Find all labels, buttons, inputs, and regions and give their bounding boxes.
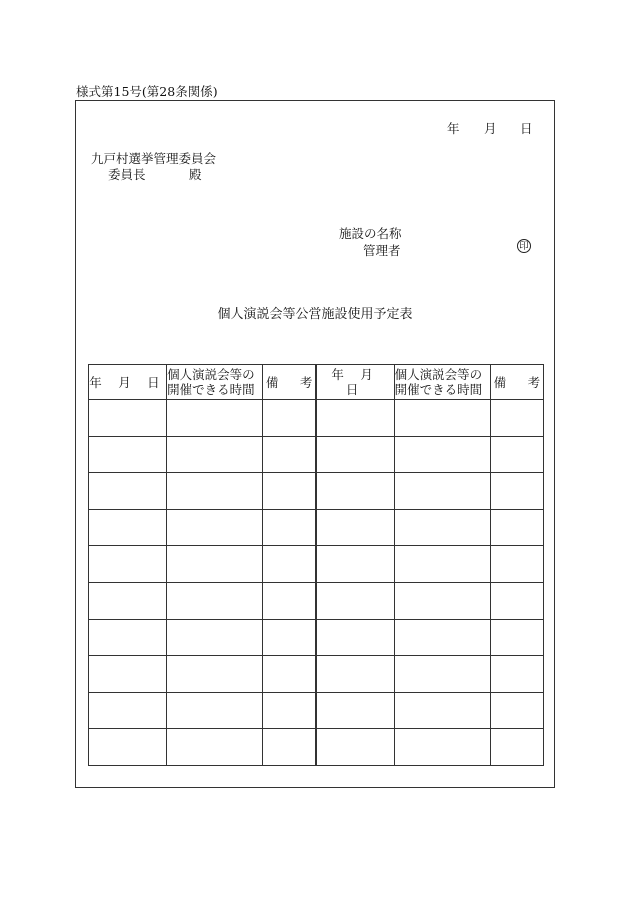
table-cell xyxy=(316,582,394,619)
addressee-organization: 九戸村選挙管理委員会 xyxy=(91,151,217,166)
table-cell xyxy=(89,656,167,693)
date-month-label: 月 xyxy=(484,121,497,136)
table-cell xyxy=(263,509,316,546)
manager-label: 管理者 xyxy=(363,243,401,258)
table-cell xyxy=(89,546,167,583)
header-meeting-time-line2: 開催できる時間 xyxy=(167,382,255,397)
table-row xyxy=(89,582,544,619)
header-meeting-time xyxy=(394,365,490,400)
table-cell xyxy=(89,473,167,510)
table-header-row xyxy=(89,365,544,400)
header-meeting-time-line2: 開催できる時間 xyxy=(394,382,483,397)
table-cell xyxy=(490,473,543,510)
table-row xyxy=(89,436,544,473)
table-cell xyxy=(394,400,490,437)
table-cell xyxy=(263,692,316,729)
header-date: 年 月 日 xyxy=(89,365,167,400)
table-cell xyxy=(394,436,490,473)
header-remarks: 備 考 xyxy=(263,365,316,400)
table-cell xyxy=(167,509,263,546)
seal-mark-icon: 印 xyxy=(517,239,531,253)
table-row xyxy=(89,729,544,766)
table-cell xyxy=(490,400,543,437)
document-title: 個人演説会等公営施設使用予定表 xyxy=(217,307,413,322)
table-cell xyxy=(316,729,394,766)
table-cell xyxy=(167,473,263,510)
table-cell xyxy=(316,473,394,510)
table-cell xyxy=(167,582,263,619)
table-row xyxy=(89,546,544,583)
table-cell xyxy=(316,692,394,729)
header-date: 年 月 日 xyxy=(316,365,394,400)
table-cell xyxy=(167,619,263,656)
table-cell xyxy=(316,546,394,583)
table-cell xyxy=(89,400,167,437)
table-cell xyxy=(263,582,316,619)
table-cell xyxy=(89,619,167,656)
date-year-label: 年 xyxy=(447,121,460,136)
table-cell xyxy=(394,509,490,546)
table-cell xyxy=(263,729,316,766)
table-cell xyxy=(394,619,490,656)
header-meeting-time-line1: 個人演説会等の xyxy=(394,367,483,382)
table-cell xyxy=(394,473,490,510)
date-day-label: 日 xyxy=(520,121,533,136)
table-cell xyxy=(394,692,490,729)
table-cell xyxy=(263,436,316,473)
table-cell xyxy=(316,509,394,546)
table-row xyxy=(89,692,544,729)
table-cell xyxy=(263,619,316,656)
table-row xyxy=(89,509,544,546)
table-cell xyxy=(263,656,316,693)
table-cell xyxy=(394,656,490,693)
table-cell xyxy=(89,436,167,473)
table-row xyxy=(89,656,544,693)
table-cell xyxy=(316,436,394,473)
form-frame xyxy=(75,100,555,788)
table-cell xyxy=(263,400,316,437)
table-cell xyxy=(167,729,263,766)
table-row xyxy=(89,619,544,656)
table-cell xyxy=(490,582,543,619)
table-cell xyxy=(490,692,543,729)
table-cell xyxy=(394,729,490,766)
header-meeting-time-line1: 個人演説会等の xyxy=(167,367,255,382)
table-cell xyxy=(490,436,543,473)
table-cell xyxy=(490,546,543,583)
header-remarks: 備 考 xyxy=(490,365,543,400)
table-cell xyxy=(490,509,543,546)
table-cell xyxy=(167,436,263,473)
table-cell xyxy=(167,546,263,583)
table-cell xyxy=(263,473,316,510)
table-cell xyxy=(89,729,167,766)
table-row xyxy=(89,473,544,510)
table-cell xyxy=(167,692,263,729)
table-cell xyxy=(316,400,394,437)
schedule-table xyxy=(88,364,544,766)
form-number-label: 様式第15号(第28条関係) xyxy=(76,84,218,99)
table-cell xyxy=(490,729,543,766)
table-cell xyxy=(89,692,167,729)
header-meeting-time xyxy=(167,365,263,400)
schedule-table-body xyxy=(89,400,544,766)
table-cell xyxy=(167,656,263,693)
table-cell xyxy=(316,619,394,656)
addressee-title: 委員長 xyxy=(108,167,146,182)
table-cell xyxy=(490,619,543,656)
table-cell xyxy=(490,656,543,693)
table-cell xyxy=(263,546,316,583)
table-cell xyxy=(316,656,394,693)
facility-name-label: 施設の名称 xyxy=(339,226,402,241)
table-row xyxy=(89,400,544,437)
table-cell xyxy=(167,400,263,437)
table-cell xyxy=(394,582,490,619)
table-cell xyxy=(89,509,167,546)
addressee-honorific: 殿 xyxy=(189,167,202,182)
table-cell xyxy=(394,546,490,583)
table-cell xyxy=(89,582,167,619)
